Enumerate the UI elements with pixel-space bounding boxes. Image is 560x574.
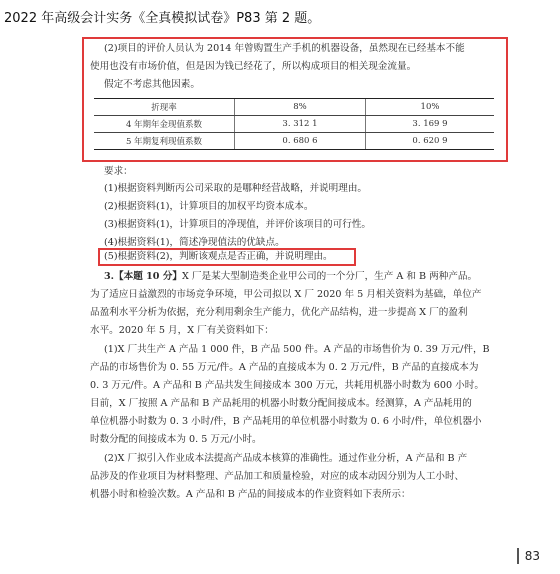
block1-line1: (2)项目的评价人员认为 2014 年曾购置生产手机的机器设备，虽然现在已经基本不能	[104, 43, 465, 54]
para1-line: 目前，X 厂按照 A 产品和 B 产品耗用的机器小时数分配间接成本。经测算，A 产品耗用的	[90, 398, 472, 409]
table-header-cell: 10%	[366, 99, 495, 116]
table-header-cell: 折现率	[94, 99, 235, 116]
page-number-bar	[517, 548, 519, 564]
table-cell: 0. 620 9	[366, 133, 495, 150]
question3-line: 品盈利水平分析为依据，充分利用剩余生产能力，优化产品结构，进一步提高 X 厂的盈利	[90, 307, 468, 318]
table-cell: 4 年期年金现值系数	[94, 116, 235, 133]
table-row	[94, 116, 494, 133]
table-cell: 5 年期复利现值系数	[94, 133, 235, 150]
question3-line: 为了适应日益激烈的市场竞争环境，甲公司拟以 X 厂 2020 年 5 月相关资料为基础，单位产	[90, 289, 482, 300]
page-title: 2022 年高级会计实务《全真模拟试卷》P83 第 2 题。	[4, 11, 321, 26]
table-row	[94, 133, 494, 150]
block1-line2: 使用也没有市场价值，但是因为钱已经花了，所以构成项目的相关现金流量。	[90, 61, 417, 72]
requirement-item: (1)根据资料判断丙公司采取的是哪种经营战略，并说明理由。	[104, 183, 368, 194]
table-cell: 3. 169 9	[366, 116, 495, 133]
requirement-item: (3)根据资料(1)，计算项目的净现值，并评价该项目的可行性。	[104, 219, 372, 230]
para1-line: 0. 3 万元/件。A 产品和 B 产品共发生间接成本 300 万元，共耗用机器小时数为 600 小时。	[90, 380, 484, 391]
para1-line: 时数分配的间接成本为 0. 5 万元/小时。	[90, 434, 262, 445]
para1-line: 单位机器小时数为 0. 3 小时/件，B 产品耗用的单位机器小时数为 0. 6 小时/件，单位机器小	[90, 416, 482, 427]
para2-line: 机器小时和检验次数。A 产品和 B 产品的间接成本的作业资料如下表所示：	[90, 489, 411, 500]
table-header-cell: 8%	[235, 99, 366, 116]
document-page	[76, 30, 512, 550]
requirement-item: (5)根据资料(2)，判断该观点是否正确，并说明理由。	[104, 251, 333, 262]
question3-head: 3.【本题 10 分】	[104, 271, 183, 282]
requirements-label: 要求：	[104, 166, 133, 177]
question3-line1	[104, 270, 477, 284]
table-cell: 3. 312 1	[235, 116, 366, 133]
requirement-item: (4)根据资料(1)，简述净现值法的优缺点。	[104, 237, 285, 248]
para1-line: 产品的市场售价为 0. 55 万元/件。A 产品的直接成本为 0. 2 万元/件，B 产品的直接成本为	[90, 362, 479, 373]
table-cell: 0. 680 6	[235, 133, 366, 150]
page-number	[517, 548, 540, 564]
requirement-item: (2)根据资料(1)，计算项目的加权平均资本成本。	[104, 201, 314, 212]
para1-line: (1)X 厂共生产 A 产品 1 000 件，B 产品 500 件。A 产品的市场售价为 0. 39 万元/件，B	[104, 344, 490, 355]
question3-text: X 厂是某大型制造类企业甲公司的一个分厂，生产 A 和 B 两种产品。	[182, 271, 478, 282]
coefficient-table	[94, 98, 494, 150]
block1-line3: 假定不考虑其他因素。	[104, 79, 200, 90]
question3-line: 水平。2020 年 5 月，X 厂有关资料如下：	[90, 325, 274, 336]
para2-line: (2)X 厂拟引入作业成本法提高产品成本核算的准确性。通过作业分析，A 产品和 B 产	[104, 453, 468, 464]
para2-line: 品涉及的作业项目为材料整理、产品加工和质量检验，对应的成本动因分别为人工小时、	[90, 471, 465, 482]
page-number-text: 83	[524, 549, 540, 563]
table-header-row	[94, 99, 494, 116]
